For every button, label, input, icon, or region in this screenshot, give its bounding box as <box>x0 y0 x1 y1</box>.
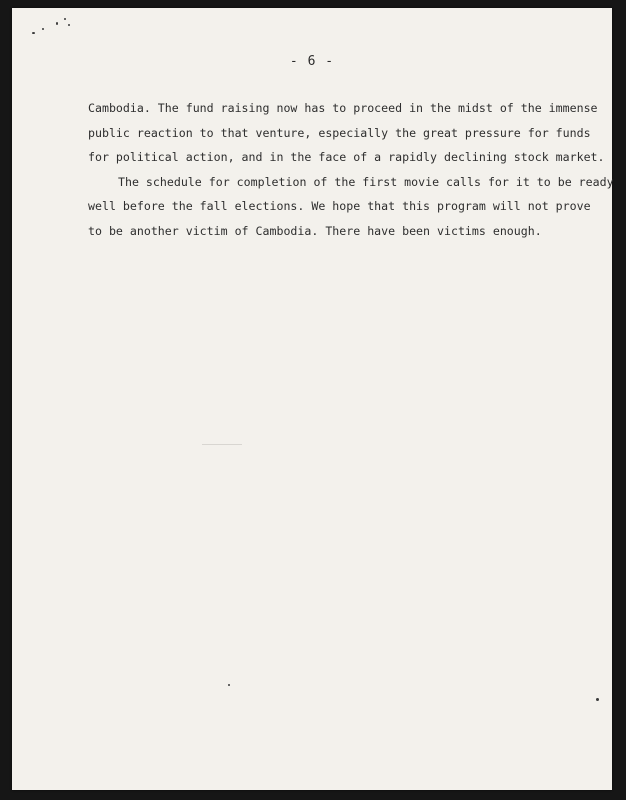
scan-speck <box>596 698 599 701</box>
body-text <box>88 96 614 243</box>
document-page <box>12 8 612 790</box>
text-line: well before the fall elections. We hope that this program will not prove <box>88 199 591 213</box>
paragraph <box>88 170 614 244</box>
text-line: public reaction to that venture, especially the great pressure for funds <box>88 125 591 140</box>
text-line: for political action, and in the face of a rapidly declining stock market. <box>88 150 605 164</box>
paragraph <box>88 96 605 170</box>
scan-speck <box>68 24 70 26</box>
text-line: The schedule for completion of the first movie calls for it to be ready <box>118 174 614 189</box>
scan-speck <box>64 18 66 20</box>
scan-speck <box>228 684 230 686</box>
scan-speck <box>32 32 35 34</box>
text-line: Cambodia. The fund raising now has to proceed in the midst of the immense <box>88 101 598 115</box>
scan-speck <box>56 22 58 25</box>
page-number: - 6 - <box>289 54 335 69</box>
text-line: to be another victim of Cambodia. There have been victims enough. <box>88 223 542 238</box>
scan-speck <box>42 28 44 30</box>
scan-mark <box>202 444 242 445</box>
